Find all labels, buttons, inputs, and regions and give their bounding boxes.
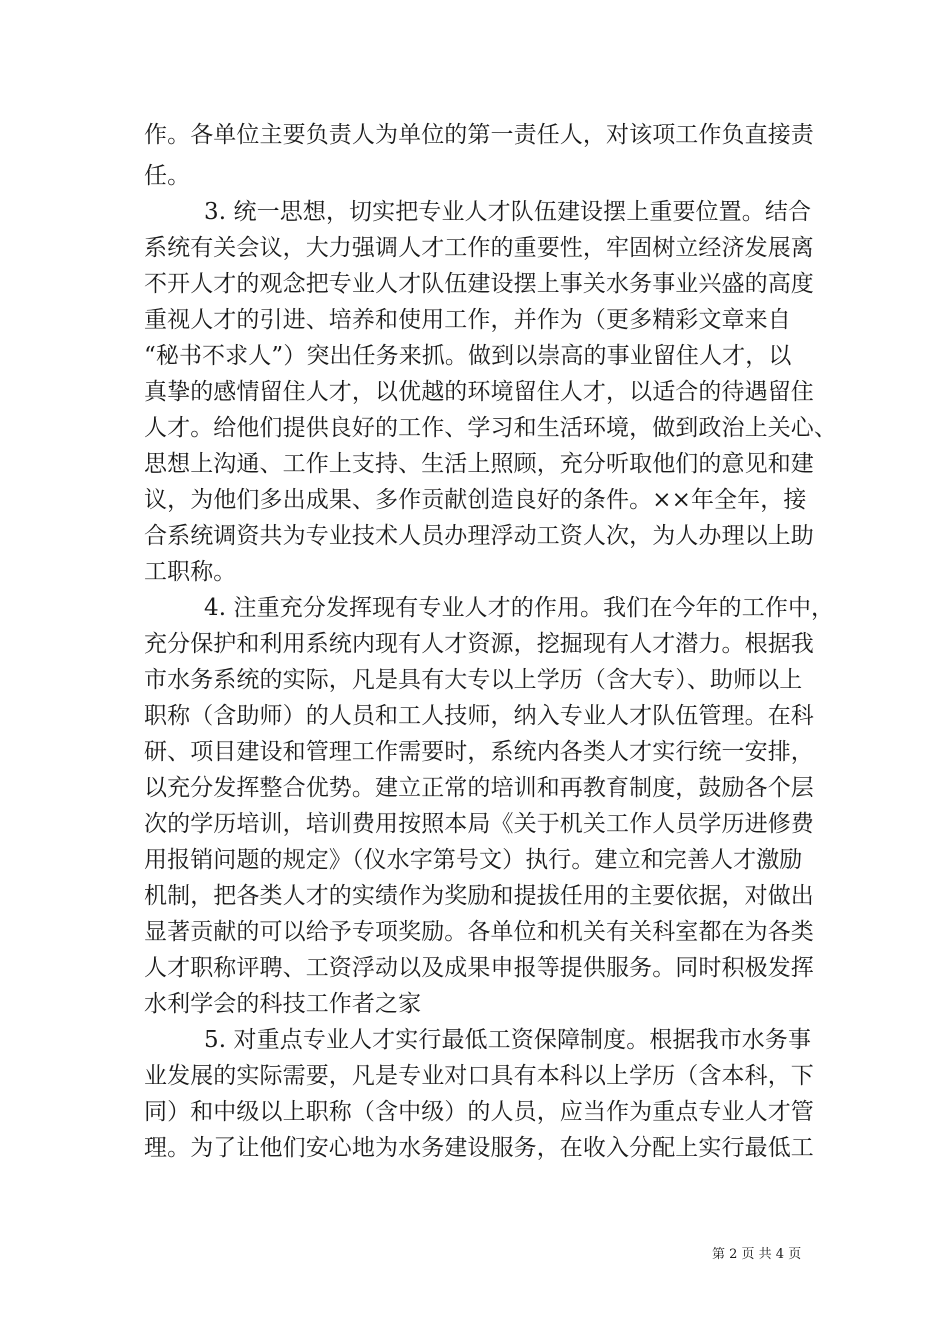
text-line: 重视人才的引进、培养和使用工作，并作为（更多精彩文章来自	[144, 307, 791, 333]
text-line: 任。	[144, 163, 191, 189]
text-line: 真挚的感情留住人才，以优越的环境留住人才，以适合的待遇留住	[144, 379, 814, 405]
text-line: 研、项目建设和管理工作需要时，系统内各类人才实行统一安排，	[144, 739, 814, 765]
page-number-footer: 第 2 页 共 4 页	[712, 1247, 802, 1262]
text-line: 作。各单位主要负责人为单位的第一责任人，对该项工作负直接责	[144, 122, 814, 148]
text-line: 业发展的实际需要，凡是专业对口具有本科以上学历（含本科，下	[144, 1063, 814, 1089]
text-line: 系统有关会议，大力强调人才工作的重要性，牢固树立经济发展离	[144, 235, 814, 261]
text-line: 工职称。	[144, 559, 237, 585]
text-line: 用报销问题的规定》（仪水字第号文）执行。建立和完善人才激励	[144, 847, 803, 873]
text-line: 不开人才的观念把专业人才队伍建设摆上事关水务事业兴盛的高度	[144, 271, 814, 297]
text-line: 次的学历培训，培训费用按照本局《关于机关工作人员学历进修费	[144, 811, 814, 837]
text-line: 以充分发挥整合优势。建立正常的培训和再教育制度，鼓励各个层	[144, 775, 814, 801]
text-line: 机制，把各类人才的实绩作为奖励和提拔任用的主要依据，对做出	[144, 883, 814, 909]
text-line: 议，为他们多出成果、多作贡献创造良好的条件。××年全年，接	[144, 487, 807, 513]
text-line: 人才职称评聘、工资浮动以及成果申报等提供服务。同时积极发挥	[144, 955, 814, 981]
text-line: 人才。给他们提供良好的工作、学习和生活环境，做到政治上关心、	[144, 415, 837, 441]
text-line: 充分保护和利用系统内现有人才资源，挖掘现有人才潜力。根据我	[144, 631, 814, 657]
text-line: 显著贡献的可以给予专项奖励。各单位和机关有关科室都在为各类	[144, 919, 814, 945]
paragraph-3-heading: 3. 统一思想，切实把专业人才队伍建设摆上重要位置。结合	[204, 199, 812, 225]
text-line: 理。为了让他们安心地为水务建设服务，在收入分配上实行最低工	[144, 1135, 814, 1161]
paragraph-5-heading: 5. 对重点专业人才实行最低工资保障制度。根据我市水务事	[204, 1027, 812, 1053]
text-line: “秘书不求人”）突出任务来抓。做到以崇高的事业留住人才，以	[144, 343, 792, 369]
paragraph-4-heading: 4. 注重充分发挥现有专业人才的作用。我们在今年的工作中，	[204, 595, 835, 621]
text-line: 职称（含助师）的人员和工人技师，纳入专业人才队伍管理。在科	[144, 703, 814, 729]
text-line: 合系统调资共为专业技术人员办理浮动工资人次，为人办理以上助	[144, 523, 814, 549]
text-line: 水利学会的科技工作者之家	[144, 991, 422, 1017]
text-line: 同）和中级以上职称（含中级）的人员，应当作为重点专业人才管	[144, 1099, 814, 1125]
text-line: 思想上沟通、工作上支持、生活上照顾，充分听取他们的意见和建	[144, 451, 814, 477]
text-line: 市水务系统的实际，凡是具有大专以上学历（含大专）、助师以上	[144, 667, 803, 693]
